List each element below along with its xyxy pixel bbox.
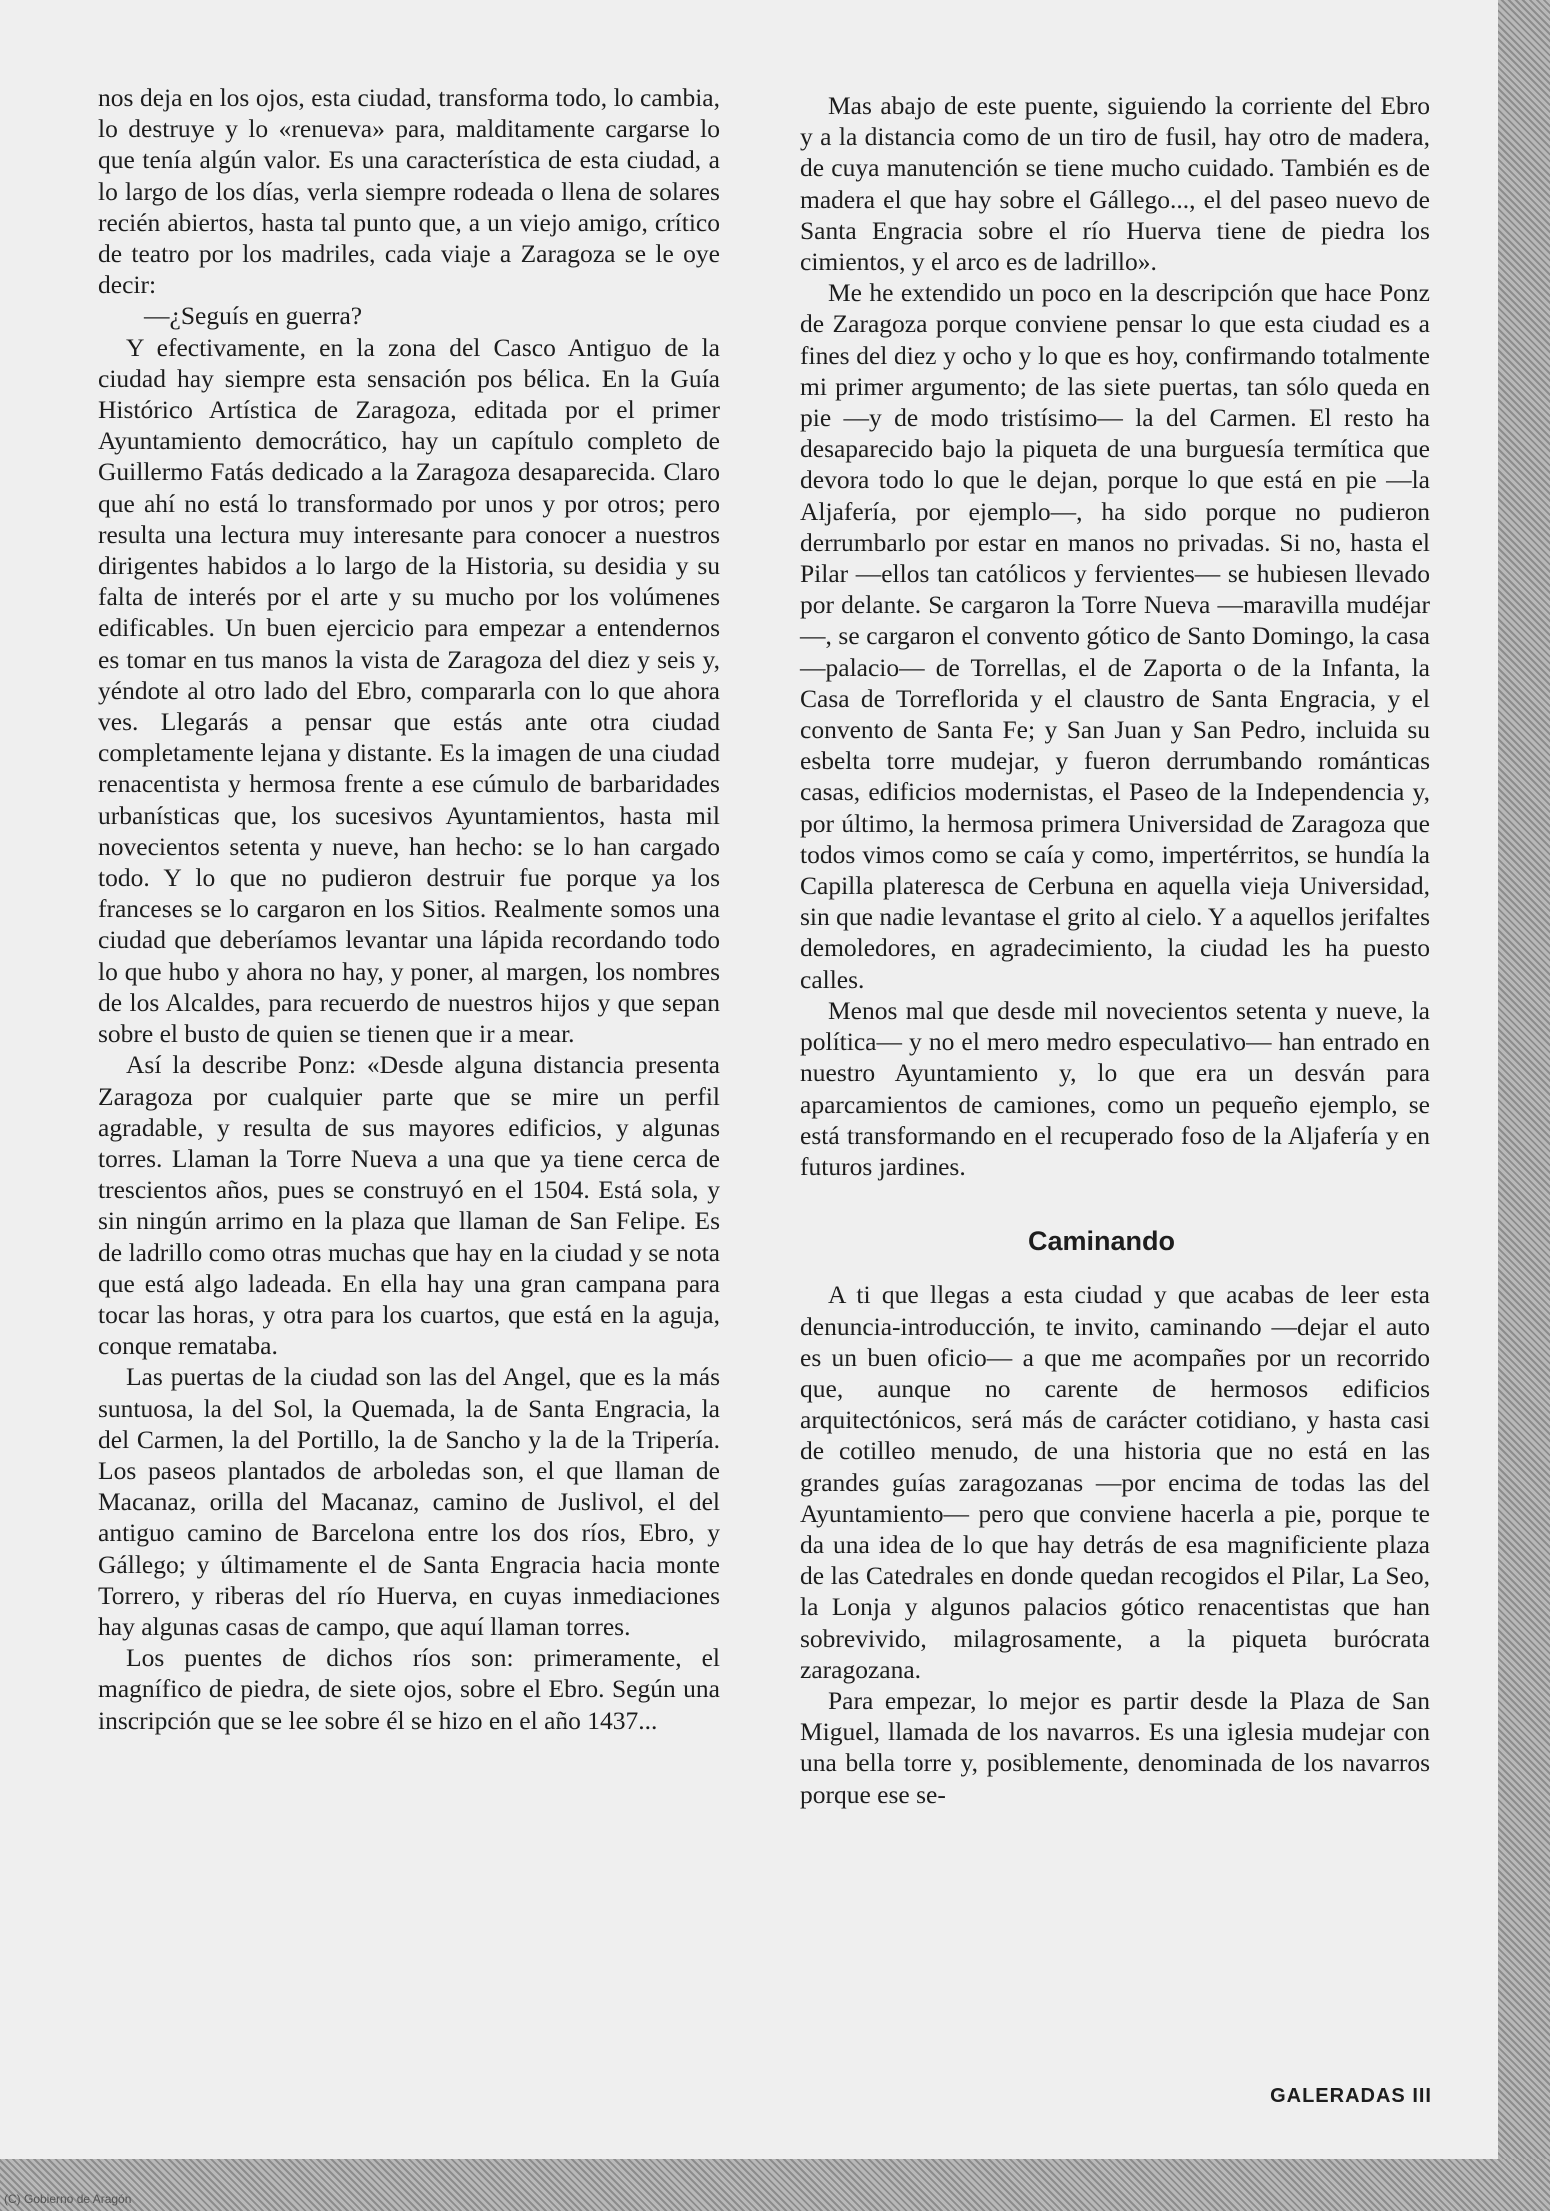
hatched-border-right xyxy=(1498,0,1550,2211)
hatched-border-bottom xyxy=(0,2159,1550,2211)
body-paragraph: Las puertas de la ciudad son las del Angel, que es la más suntuosa, la del Sol, la Quemada, la de Santa Engracia, la del Carmen, la del Portillo, la de Sancho y la de la Tripería. Los paseos plantados de arboledas son, el que llaman de Macanaz, orilla del Macanaz, camino de Juslivol, el del antiguo camino de Barcelona entre los dos ríos, Ebro, y Gállego; y últimamente el de Santa Engracia hacia monte Torrero, y riberas del río Huerva, en cuyas inmediaciones hay algunas casas de campo, que aquí llaman torres. xyxy=(98,1362,720,1641)
body-paragraph: A ti que llegas a esta ciudad y que acabas de leer esta denuncia-introducción, te invito, caminando —dejar el auto es un buen oficio— a que me acompañes por un recorrido que, aunque no carente de hermosos edificios arquitectónicos, será más de carácter cotidiano, y hasta casi de cotilleo menudo, de una historia que no está en las grandes guías zaragozanas —por encima de todas las del Ayuntamiento— pero que conviene hacerla a pie, porque te da una idea de lo que hay detrás de esa magnificiente plaza de las Catedrales en donde quedan recogidos el Pilar, La Seo, la Lonja y algunos palacios gótico renacentistas que han sobrevivido, milagrosamente, a la piqueta burócrata zaragozana. xyxy=(800,1280,1430,1684)
body-paragraph: Para empezar, lo mejor es partir desde la Plaza de San Miguel, llamada de los navarros. Es una iglesia mudejar con una bella torre y, posiblemente, denominada de los navarros porque ese se- xyxy=(800,1685,1430,1809)
body-paragraph: Menos mal que desde mil novecientos setenta y nueve, la política— y no el mero medro especulativo— han entrado en nuestro Ayuntamiento y, lo que era un desván para aparcamientos de camiones, como un pequeño ejemplo, se está transformando en el recuperado foso de la Aljafería y en futuros jardines. xyxy=(800,995,1430,1181)
dialog-line: —¿Seguís en guerra? xyxy=(144,301,363,331)
body-paragraph: Mas abajo de este puente, siguiendo la corriente del Ebro y a la distancia como de un tiro de fusil, hay otro de madera, de cuya manutención se tiene mucho cuidado. También es de madera el que hay sobre el Gállego..., el del paseo nuevo de Santa Engracia sobre el río Huerva tiene de piedra los cimientos, y el arco es de ladrillo». xyxy=(800,91,1430,277)
left-text-column xyxy=(98,82,720,1736)
section-heading: Caminando xyxy=(1028,1226,1176,1257)
right-text-column xyxy=(800,90,1430,1810)
body-paragraph: Y efectivamente, en la zona del Casco Antiguo de la ciudad hay siempre esta sensación pos bélica. En la Guía Histórico Artística de Zaragoza, editada por el primer Ayuntamiento democrático, hay un capítulo completo de Guillermo Fatás dedicado a la Zaragoza desaparecida. Claro que ahí no está lo transformado por unos y por otros; pero resulta una lectura muy interesante para conocer a nuestros dirigentes habidos a lo largo de la Historia, su desidia y su falta de interés por el arte y su mucho por los volúmenes edificables. Un buen ejercicio para empezar a entendernos es tomar en tus manos la vista de Zaragoza del diez y seis y, yéndote al otro lado del Ebro, compararla con lo que ahora ves. Llegarás a pensar que estás ante otra ciudad completamente lejana y distante. Es la imagen de una ciudad renacentista y hermosa frente a ese cúmulo de barbaridades urbanísticas que, los sucesivos Ayuntamientos, hasta mil novecientos setenta y nueve, han hecho: se lo han cargado todo. Y lo que no pudieron destruir fue porque ya los franceses se lo cargaron en los Sitios. Realmente somos una ciudad que deberíamos levantar una lápida recordando todo lo que hubo y ahora no hay, y poner, al margen, los nombres de los Alcaldes, para recuerdo de nuestros hijos y que sepan sobre el busto de quien se tienen que ir a mear. xyxy=(98,332,720,1049)
page-footer-running-head: GALERADAS III xyxy=(1270,2085,1432,2107)
body-paragraph: Los puentes de dichos ríos son: primeramente, el magnífico de piedra, de siete ojos, sobre el Ebro. Según una inscripción que se lee sobre él se hizo en el año 1437... xyxy=(98,1643,720,1735)
body-paragraph: nos deja en los ojos, esta ciudad, transforma todo, lo cambia, lo destruye y lo «renueva» para, malditamente cargarse lo que tenía algún valor. Es una característica de esta ciudad, a lo largo de los días, verla siempre rodeada o llena de solares recién abiertos, hasta tal punto que, a un viejo amigo, crítico de teatro por los madriles, cada viaje a Zaragoza se le oye decir: xyxy=(98,83,720,300)
copyright-notice: (C) Gobierno de Aragón xyxy=(4,2192,132,2206)
body-paragraph: Así la describe Ponz: «Desde alguna distancia presenta Zaragoza por cualquier parte que se mire un perfil agradable, y resulta de sus mayores edificios, y algunas torres. Llaman la Torre Nueva a una que ya tiene cerca de trescientos años, pues se construyó en el 1504. Está sola, y sin ningún arrimo en la plaza que llaman de San Felipe. Es de ladrillo como otras muchas que hay en la ciudad y se nota que está algo ladeada. En ella hay una gran campana para tocar las horas, y otra para los cuartos, que está en la aguja, conque remataba. xyxy=(98,1050,720,1361)
body-paragraph: Me he extendido un poco en la descripción que hace Ponz de Zaragoza porque conviene pensar lo que esta ciudad es a fines del diez y ocho y lo que es hoy, confirmando totalmente mi primer argumento; de las siete puertas, tan sólo queda en pie —y de modo tristísimo— la del Carmen. El resto ha desaparecido bajo la piqueta de una burguesía termítica que devora todo lo que le dejan, porque lo que está en pie —la Aljafería, por ejemplo—, ha sido porque no pudieron derrumbarlo por estar en manos no privadas. Si no, hasta el Pilar —ellos tan católicos y fervientes— se hubiesen llevado por delante. Se cargaron la Torre Nueva —maravilla mudéjar—, se cargaron el convento gótico de Santo Domingo, la casa —palacio— de Torrellas, el de Zaporta o de la Infanta, la Casa de Torreflorida y el claustro de Santa Engracia, y el convento de Santa Fe; y San Juan y San Pedro, incluida su esbelta torre mudejar, y fueron derrumbando románticas casas, edificios modernistas, el Paseo de la Independencia y, por último, la hermosa primera Universidad de Zaragoza que todos vimos como se caía y como, impertérritos, se hundía la Capilla plateresca de Cerbuna en aquella vieja Universidad, sin que nadie levantase el grito al cielo. Y a aquellos jerifaltes demoledores, en agradecimiento, la ciudad les ha puesto calles. xyxy=(800,278,1430,994)
